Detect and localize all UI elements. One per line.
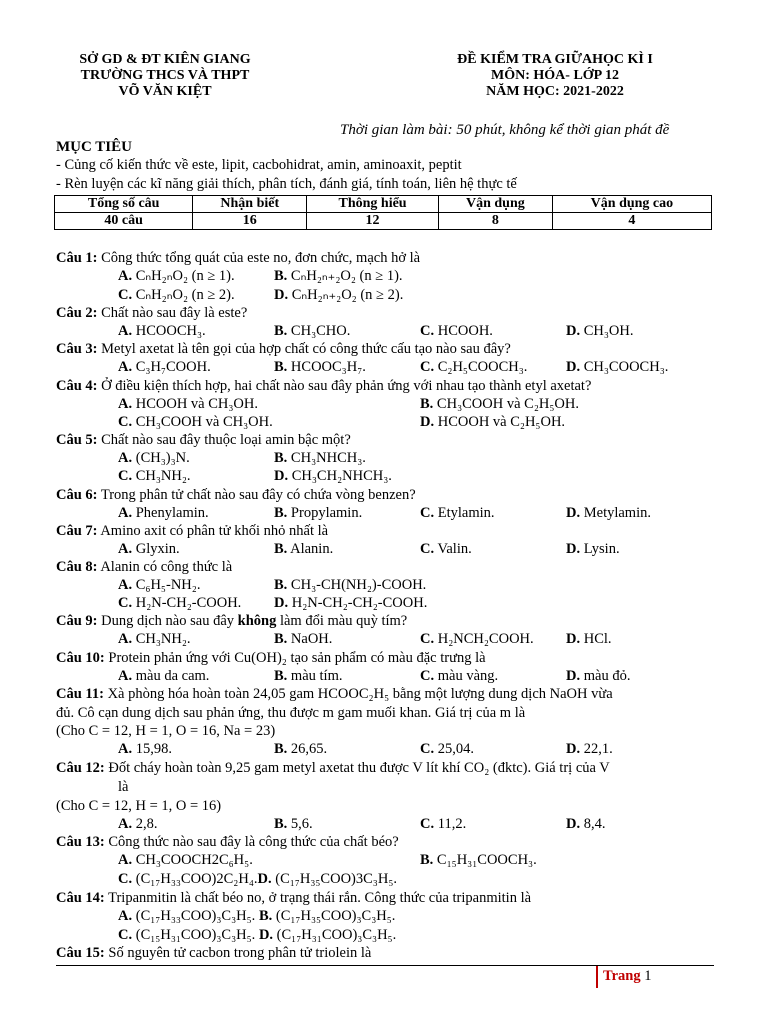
question-given-data: (Cho C = 12, H = 1, O = 16) xyxy=(56,798,222,814)
option-letter: D. xyxy=(274,287,289,303)
question-label: Câu 12: xyxy=(56,760,105,776)
question-text-continued: đủ. Cô cạn dung dịch sau phản ứng, thu được m gam muối khan. Giá trị của m là xyxy=(56,705,526,721)
option-text: C₂H₅COOCH₃. xyxy=(437,359,528,375)
option-d[interactable] xyxy=(566,740,613,758)
question-5 xyxy=(56,431,351,449)
option-text: CH₃COOH và C₂H₅OH. xyxy=(436,396,579,412)
question-label: Câu 1: xyxy=(56,250,98,266)
option-letter: A. xyxy=(118,396,133,412)
page-label: Trang xyxy=(603,968,641,984)
option-letter: B. xyxy=(274,505,288,521)
option-letter: B. xyxy=(274,323,288,339)
option-text: CₙH₂ₙO₂ (n ≥ 2). xyxy=(135,287,235,303)
option-letter: C. xyxy=(420,323,435,339)
option-letter: A. xyxy=(118,505,133,521)
option-d[interactable] xyxy=(566,667,630,685)
option-c[interactable] xyxy=(420,740,474,758)
option-text: CH₃NH₂. xyxy=(135,631,191,647)
option-letter: A. xyxy=(118,359,133,375)
option-letter: D. xyxy=(274,595,289,611)
question-15 xyxy=(56,944,371,962)
option-text: CₙH₂ₙ₊₂O₂ (n ≥ 2). xyxy=(291,287,404,303)
option-letter: A. xyxy=(118,450,133,466)
question-text: làm đổi màu quỳ tím? xyxy=(279,613,408,629)
option-letter: D. xyxy=(566,359,581,375)
option-d[interactable] xyxy=(274,286,403,304)
option-letter: B. xyxy=(274,631,288,647)
option-letter: A. xyxy=(118,577,133,593)
question-4 xyxy=(56,377,591,395)
option-text: CₙH₂ₙO₂ (n ≥ 1). xyxy=(135,268,235,284)
option-c[interactable] xyxy=(420,322,493,340)
option-d[interactable] xyxy=(566,540,620,558)
option-b[interactable] xyxy=(274,630,332,648)
option-text: CH₃COOCH2C₆H₅. xyxy=(135,852,253,868)
option-a[interactable] xyxy=(118,395,258,413)
option-letter: B. xyxy=(274,450,288,466)
option-letter: D. xyxy=(566,741,581,757)
option-b[interactable] xyxy=(274,322,350,340)
question-text: Số nguyên tử cacbon trong phân tử triolein là xyxy=(108,945,372,961)
question-given-data: (Cho C = 12, H = 1, O = 16, Na = 23) xyxy=(56,723,276,739)
option-letter: D. xyxy=(566,668,581,684)
option-letter: A. xyxy=(118,741,133,757)
option-letter: A. xyxy=(118,541,133,557)
option-d[interactable] xyxy=(566,630,612,648)
option-letter: B. xyxy=(274,668,288,684)
option-c[interactable] xyxy=(420,504,495,522)
option-text: CH₃NH₂. xyxy=(135,468,191,484)
question-text-continued: là xyxy=(118,779,129,795)
option-letter: D. xyxy=(566,816,581,832)
option-b[interactable] xyxy=(274,540,333,558)
option-letter: C. xyxy=(420,668,435,684)
option-text: 25,04. xyxy=(437,741,474,757)
question-11 xyxy=(56,685,613,703)
question-text: Đốt cháy hoàn toàn 9,25 gam metyl axetat thu được V lít khí CO₂ (đktc). Giá trị của V xyxy=(108,760,610,776)
table-cell: 40 câu xyxy=(55,213,193,230)
option-text: (C₁₇H₃₅COO)₃C₃H₅. xyxy=(275,908,396,924)
option-text: CH₃COOCH₃. xyxy=(583,359,669,375)
option-letter: A. xyxy=(118,668,133,684)
option-text: màu da cam. xyxy=(135,668,210,684)
option-text: 5,6. xyxy=(290,816,313,832)
option-letter: A. xyxy=(118,852,133,868)
option-text: CH₃COOH và CH₃OH. xyxy=(135,414,273,430)
table-row xyxy=(55,213,712,230)
table-header-row xyxy=(55,196,712,213)
question-label: Câu 8: xyxy=(56,559,98,575)
option-b[interactable] xyxy=(274,449,366,467)
option-letter: B. xyxy=(274,541,288,557)
table-header: Thông hiểu xyxy=(307,196,439,213)
table-header: Nhận biết xyxy=(193,196,307,213)
option-text: Lysin. xyxy=(583,541,620,557)
school-name: TRƯỜNG THCS VÀ THPT xyxy=(80,68,250,83)
question-text: Tripanmitin là chất béo no, ở trạng thái rắn. Công thức của tripanmitin là xyxy=(108,890,532,906)
question-text: Metyl axetat là tên gọi của hợp chất có công thức cấu tạo nào sau đây? xyxy=(101,341,511,357)
option-text: (C₁₇H₃₃COO)2C₂H₄. xyxy=(135,871,258,887)
table-header: Vận dụng xyxy=(438,196,552,213)
option-letter: C. xyxy=(118,871,133,887)
option-text: CH₃CHO. xyxy=(290,323,351,339)
school-year: NĂM HỌC: 2021-2022 xyxy=(486,84,624,99)
option-c[interactable] xyxy=(118,594,241,612)
option-letter: A. xyxy=(118,323,133,339)
question-label: Câu 2: xyxy=(56,305,98,321)
question-text: Công thức nào sau đây là công thức của chất béo? xyxy=(108,834,399,850)
question-9 xyxy=(56,612,407,630)
option-b[interactable] xyxy=(274,740,327,758)
question-text: Chất nào sau đây thuộc loại amin bậc một? xyxy=(101,432,351,448)
option-letter: D. xyxy=(566,631,581,647)
option-a[interactable] xyxy=(118,907,395,925)
option-d[interactable] xyxy=(566,815,605,833)
option-text: CₙH₂ₙ₊₂O₂ (n ≥ 1). xyxy=(290,268,403,284)
question-text: Xà phòng hóa hoàn toàn 24,05 gam HCOOC₂H₅ bằng một lượng dung dịch NaOH vừa xyxy=(107,686,613,702)
question-label: Câu 14: xyxy=(56,890,105,906)
option-letter: A. xyxy=(118,908,133,924)
option-letter: D. xyxy=(258,927,274,943)
footer-accent-bar xyxy=(596,966,598,988)
option-letter: C. xyxy=(420,816,435,832)
option-text: Propylamin. xyxy=(290,505,363,521)
question-2 xyxy=(56,304,247,322)
option-text: màu vàng. xyxy=(437,668,499,684)
option-text: 26,65. xyxy=(290,741,328,757)
question-text: Alanin có công thức là xyxy=(100,559,233,575)
option-text: CH₃CH₂NHCH₃. xyxy=(291,468,392,484)
option-c[interactable] xyxy=(118,467,191,485)
question-12 xyxy=(56,759,610,777)
option-text: Glyxin. xyxy=(135,541,180,557)
option-d[interactable] xyxy=(274,594,427,612)
option-a[interactable] xyxy=(118,267,235,285)
option-letter: A. xyxy=(118,816,133,832)
table-cell: 16 xyxy=(193,213,307,230)
stats-table xyxy=(54,195,712,230)
option-text: (C₁₇H₃₃COO)₃C₃H₅. xyxy=(135,908,256,924)
question-label: Câu 9: xyxy=(56,613,98,629)
option-letter: B. xyxy=(274,268,288,284)
option-c[interactable] xyxy=(420,540,472,558)
option-text: HCOOCH₃. xyxy=(135,323,206,339)
option-letter: A. xyxy=(118,268,133,284)
option-text: Valin. xyxy=(437,541,472,557)
option-a[interactable] xyxy=(118,851,253,869)
question-text: Dung dịch nào sau đây xyxy=(101,613,235,629)
option-a[interactable] xyxy=(118,322,206,340)
option-a[interactable] xyxy=(118,540,180,558)
option-a[interactable] xyxy=(118,740,172,758)
question-label: Câu 4: xyxy=(56,378,98,394)
option-text: màu đỏ. xyxy=(583,668,631,684)
option-b[interactable] xyxy=(274,358,366,376)
question-label: Câu 15: xyxy=(56,945,105,961)
option-letter: B. xyxy=(274,359,288,375)
table-header: Tổng số câu xyxy=(55,196,193,213)
option-letter: D. xyxy=(566,505,581,521)
option-text: HCOOC₃H₇. xyxy=(290,359,366,375)
option-b[interactable] xyxy=(274,504,362,522)
option-letter: D. xyxy=(420,414,435,430)
option-text: H₂N-CH₂-COOH. xyxy=(135,595,242,611)
goal-item: - Củng cố kiến thức về este, lipit, cacbohidrat, amin, aminoaxit, peptit xyxy=(56,157,462,173)
goal-item: - Rèn luyện các kĩ năng giải thích, phân tích, đánh giá, tính toán, liên hệ thực tế xyxy=(56,176,517,192)
option-a[interactable] xyxy=(118,815,157,833)
option-text: HCOOH và CH₃OH. xyxy=(135,396,258,412)
option-letter: B. xyxy=(420,852,434,868)
question-8 xyxy=(56,558,232,576)
option-letter: A. xyxy=(118,631,133,647)
question-text: Amino axit có phân tử khối nhỏ nhất là xyxy=(100,523,329,539)
exam-title: ĐỀ KIỂM TRA GIỮAHỌC KÌ I xyxy=(457,52,653,67)
option-b[interactable] xyxy=(274,267,403,285)
option-letter: B. xyxy=(258,908,273,924)
question-1 xyxy=(56,249,420,267)
question-text: Chất nào sau đây là este? xyxy=(101,305,248,321)
option-letter: B. xyxy=(274,577,288,593)
footer-divider xyxy=(56,965,714,966)
option-a[interactable] xyxy=(118,504,209,522)
option-letter: D. xyxy=(257,871,272,887)
option-letter: D. xyxy=(566,323,581,339)
question-label: Câu 5: xyxy=(56,432,98,448)
option-text: C₆H₅-NH₂. xyxy=(135,577,201,593)
option-c[interactable] xyxy=(118,926,396,944)
option-letter: C. xyxy=(118,414,133,430)
option-c[interactable] xyxy=(118,413,273,431)
option-text: Etylamin. xyxy=(437,505,495,521)
option-letter: C. xyxy=(118,287,133,303)
table-cell: 12 xyxy=(307,213,439,230)
option-letter: B. xyxy=(274,741,288,757)
option-b[interactable] xyxy=(420,851,537,869)
option-d[interactable] xyxy=(274,467,392,485)
school-name-2: VÕ VĂN KIỆT xyxy=(118,84,212,99)
option-a[interactable] xyxy=(118,358,211,376)
option-text: H₂NCH₂COOH. xyxy=(437,631,534,647)
question-text: Ở điều kiện thích hợp, hai chất nào sau đây phản ứng với nhau tạo thành etyl axetat? xyxy=(101,378,592,394)
option-text: CH₃-CH(NH₂)-COOH. xyxy=(290,577,427,593)
option-a[interactable] xyxy=(118,576,200,594)
option-letter: C. xyxy=(118,468,133,484)
option-letter: C. xyxy=(420,741,435,757)
goals-title: MỤC TIÊU xyxy=(56,139,132,155)
option-a[interactable] xyxy=(118,667,209,685)
option-c[interactable] xyxy=(118,870,397,888)
option-text: 15,98. xyxy=(135,741,172,757)
question-6 xyxy=(56,486,416,504)
table-cell: 4 xyxy=(552,213,711,230)
option-b[interactable] xyxy=(274,815,313,833)
question-label: Câu 6: xyxy=(56,487,98,503)
option-text: HCl. xyxy=(583,631,612,647)
option-c[interactable] xyxy=(420,667,498,685)
option-letter: C. xyxy=(420,631,435,647)
option-text: HCOOH và C₂H₅OH. xyxy=(437,414,566,430)
option-text: CH₃NHCH₃. xyxy=(290,450,366,466)
question-7 xyxy=(56,522,328,540)
option-text: CH₃OH. xyxy=(583,323,634,339)
option-text: C₃H₇COOH. xyxy=(135,359,211,375)
table-header: Vận dụng cao xyxy=(552,196,711,213)
question-label: Câu 13: xyxy=(56,834,105,850)
option-b[interactable] xyxy=(274,667,342,685)
question-text: Công thức tổng quát của este no, đơn chức, mạch hở là xyxy=(101,250,421,266)
option-letter: B. xyxy=(420,396,434,412)
option-letter: C. xyxy=(118,927,133,943)
option-text: H₂N-CH₂-CH₂-COOH. xyxy=(291,595,428,611)
option-d[interactable] xyxy=(566,504,651,522)
option-letter: C. xyxy=(420,359,435,375)
question-label: Câu 7: xyxy=(56,523,98,539)
option-c[interactable] xyxy=(118,286,235,304)
option-a[interactable] xyxy=(118,449,190,467)
time-limit: Thời gian làm bài: 50 phút, không kể thời gian phát đề xyxy=(340,122,670,138)
question-14 xyxy=(56,889,531,907)
option-text: Metylamin. xyxy=(583,505,651,521)
option-text: C₁₅H₃₁COOCH₃. xyxy=(436,852,537,868)
option-c[interactable] xyxy=(420,358,527,376)
option-letter: D. xyxy=(274,468,289,484)
question-label: Câu 3: xyxy=(56,341,98,357)
question-10 xyxy=(56,649,486,667)
option-text: (CH₃)₃N. xyxy=(135,450,190,466)
option-text: Phenylamin. xyxy=(135,505,209,521)
option-letter: C. xyxy=(420,505,435,521)
question-label: Câu 11: xyxy=(56,686,104,702)
option-text: HCOOH. xyxy=(437,323,493,339)
question-13 xyxy=(56,833,399,851)
option-text: 8,4. xyxy=(583,816,606,832)
option-a[interactable] xyxy=(118,630,191,648)
question-label: Câu 10: xyxy=(56,650,105,666)
option-d[interactable] xyxy=(566,322,634,340)
option-text: (C₁₅H₃₁COO)₃C₃H₅. xyxy=(135,927,256,943)
page-number: 1 xyxy=(644,968,652,984)
header-left xyxy=(40,52,290,100)
page-footer xyxy=(603,968,651,985)
option-text: 22,1. xyxy=(583,741,613,757)
option-b[interactable] xyxy=(420,395,579,413)
option-b[interactable] xyxy=(274,576,426,594)
option-c[interactable] xyxy=(420,815,466,833)
option-text: (C₁₇H₃₅COO)3C₃H₅. xyxy=(275,871,397,887)
table-cell: 8 xyxy=(438,213,552,230)
option-text: Alanin. xyxy=(290,541,334,557)
option-text: (C₁₇H₃₁COO)₃C₃H₅. xyxy=(276,927,397,943)
question-emphasis: không xyxy=(237,613,277,629)
option-letter: B. xyxy=(274,816,288,832)
question-text: Trong phân tử chất nào sau đây có chứa vòng benzen? xyxy=(100,487,416,503)
subject: MÔN: HÓA- LỚP 12 xyxy=(491,68,619,83)
option-letter: C. xyxy=(420,541,435,557)
department-name: SỞ GD & ĐT KIÊN GIANG xyxy=(79,52,251,67)
option-text: NaOH. xyxy=(290,631,333,647)
option-text: màu tím. xyxy=(290,668,343,684)
header-right xyxy=(390,52,720,100)
option-letter: C. xyxy=(118,595,133,611)
option-d[interactable] xyxy=(420,413,565,431)
option-text: 2,8. xyxy=(135,816,158,832)
option-c[interactable] xyxy=(420,630,534,648)
option-text: 11,2. xyxy=(437,816,467,832)
question-text: Protein phản ứng với Cu(OH)₂ tạo sản phẩm có màu đặc trưng là xyxy=(108,650,486,666)
question-3 xyxy=(56,340,511,358)
option-d[interactable] xyxy=(566,358,668,376)
option-letter: D. xyxy=(566,541,581,557)
